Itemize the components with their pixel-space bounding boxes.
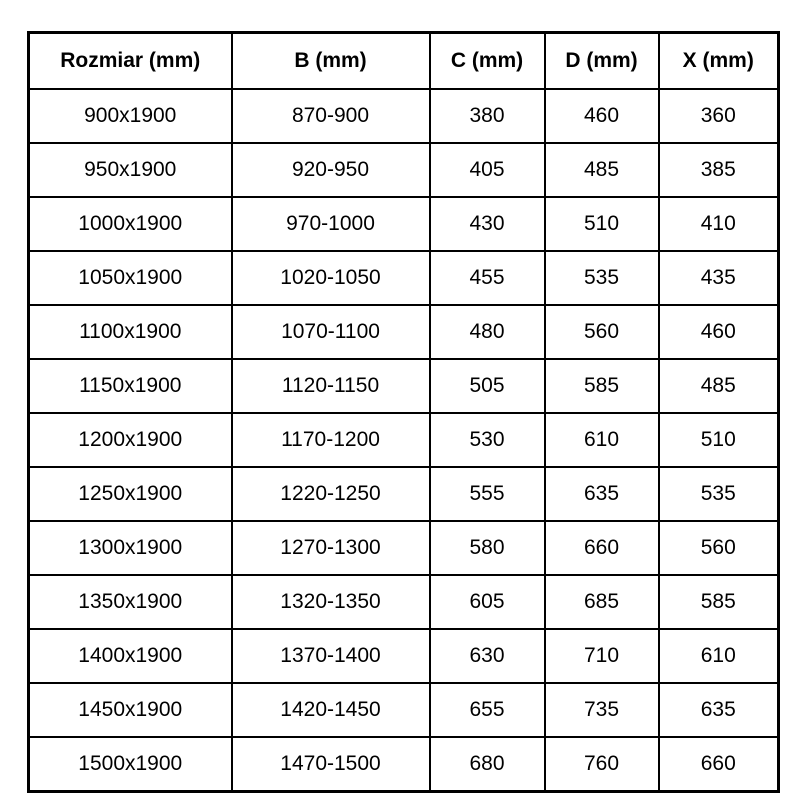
table-cell: 1370-1400 bbox=[232, 629, 430, 683]
table-cell: 710 bbox=[545, 629, 659, 683]
table-cell: 635 bbox=[659, 683, 779, 737]
table-cell: 510 bbox=[545, 197, 659, 251]
table-cell: 1120-1150 bbox=[232, 359, 430, 413]
header-x: X (mm) bbox=[659, 33, 779, 90]
table-row bbox=[29, 467, 779, 521]
table-row bbox=[29, 89, 779, 143]
table-cell: 735 bbox=[545, 683, 659, 737]
table-cell: 410 bbox=[659, 197, 779, 251]
table-cell: 1450x1900 bbox=[29, 683, 232, 737]
table-cell: 1250x1900 bbox=[29, 467, 232, 521]
table-cell: 1300x1900 bbox=[29, 521, 232, 575]
table-cell: 630 bbox=[430, 629, 545, 683]
table-cell: 1400x1900 bbox=[29, 629, 232, 683]
table-row bbox=[29, 413, 779, 467]
table-cell: 1220-1250 bbox=[232, 467, 430, 521]
table-cell: 560 bbox=[545, 305, 659, 359]
table-row bbox=[29, 305, 779, 359]
table-cell: 585 bbox=[545, 359, 659, 413]
table-body bbox=[29, 89, 779, 792]
table-cell: 360 bbox=[659, 89, 779, 143]
table-cell: 435 bbox=[659, 251, 779, 305]
table-cell: 660 bbox=[545, 521, 659, 575]
table-cell: 1070-1100 bbox=[232, 305, 430, 359]
table-cell: 1320-1350 bbox=[232, 575, 430, 629]
header-d: D (mm) bbox=[545, 33, 659, 90]
table-cell: 1200x1900 bbox=[29, 413, 232, 467]
table-cell: 555 bbox=[430, 467, 545, 521]
table-row bbox=[29, 683, 779, 737]
table-cell: 580 bbox=[430, 521, 545, 575]
table-cell: 1150x1900 bbox=[29, 359, 232, 413]
table-cell: 870-900 bbox=[232, 89, 430, 143]
table-cell: 1470-1500 bbox=[232, 737, 430, 792]
header-b: B (mm) bbox=[232, 33, 430, 90]
header-rozmiar: Rozmiar (mm) bbox=[29, 33, 232, 90]
table-cell: 380 bbox=[430, 89, 545, 143]
table-cell: 610 bbox=[545, 413, 659, 467]
table-cell: 635 bbox=[545, 467, 659, 521]
table-cell: 1020-1050 bbox=[232, 251, 430, 305]
table-cell: 680 bbox=[430, 737, 545, 792]
table-row bbox=[29, 197, 779, 251]
table-cell: 585 bbox=[659, 575, 779, 629]
table-cell: 535 bbox=[545, 251, 659, 305]
table-cell: 610 bbox=[659, 629, 779, 683]
table-cell: 485 bbox=[545, 143, 659, 197]
size-table bbox=[27, 31, 780, 793]
table-cell: 1270-1300 bbox=[232, 521, 430, 575]
table-row bbox=[29, 521, 779, 575]
table-cell: 1170-1200 bbox=[232, 413, 430, 467]
table-cell: 560 bbox=[659, 521, 779, 575]
table-cell: 1500x1900 bbox=[29, 737, 232, 792]
table-row bbox=[29, 359, 779, 413]
table-cell: 685 bbox=[545, 575, 659, 629]
table-cell: 460 bbox=[545, 89, 659, 143]
table-cell: 970-1000 bbox=[232, 197, 430, 251]
table-cell: 530 bbox=[430, 413, 545, 467]
table-cell: 1050x1900 bbox=[29, 251, 232, 305]
table-cell: 760 bbox=[545, 737, 659, 792]
table-row bbox=[29, 575, 779, 629]
table-cell: 1100x1900 bbox=[29, 305, 232, 359]
table-cell: 900x1900 bbox=[29, 89, 232, 143]
table-cell: 950x1900 bbox=[29, 143, 232, 197]
header-row bbox=[29, 33, 779, 90]
table-row bbox=[29, 737, 779, 792]
table-cell: 660 bbox=[659, 737, 779, 792]
table-cell: 405 bbox=[430, 143, 545, 197]
table-cell: 430 bbox=[430, 197, 545, 251]
table-row bbox=[29, 251, 779, 305]
table-cell: 535 bbox=[659, 467, 779, 521]
table-cell: 1000x1900 bbox=[29, 197, 232, 251]
table-cell: 605 bbox=[430, 575, 545, 629]
header-c: C (mm) bbox=[430, 33, 545, 90]
table-cell: 455 bbox=[430, 251, 545, 305]
table-cell: 505 bbox=[430, 359, 545, 413]
table-cell: 485 bbox=[659, 359, 779, 413]
table-header bbox=[29, 33, 779, 90]
table-cell: 920-950 bbox=[232, 143, 430, 197]
table-row bbox=[29, 629, 779, 683]
table-cell: 1350x1900 bbox=[29, 575, 232, 629]
table-cell: 460 bbox=[659, 305, 779, 359]
table-cell: 1420-1450 bbox=[232, 683, 430, 737]
table-cell: 385 bbox=[659, 143, 779, 197]
table-cell: 510 bbox=[659, 413, 779, 467]
table-cell: 655 bbox=[430, 683, 545, 737]
table-row bbox=[29, 143, 779, 197]
table-cell: 480 bbox=[430, 305, 545, 359]
